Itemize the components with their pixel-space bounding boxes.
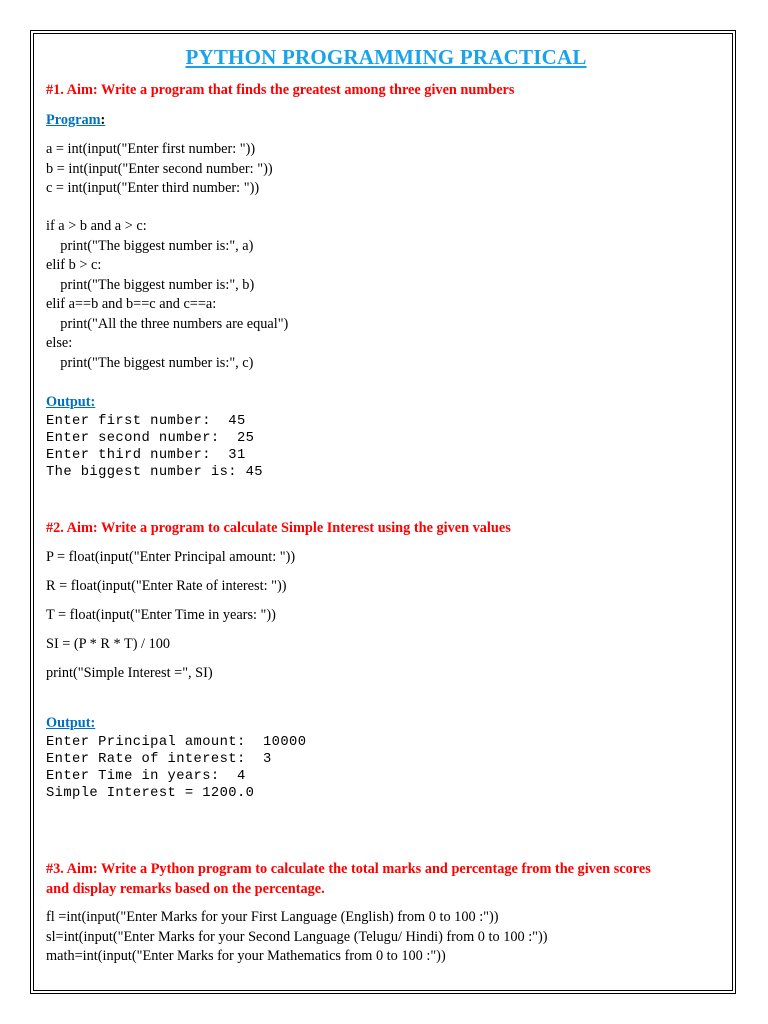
program-2-line-5: print("Simple Interest =", SI) <box>46 665 213 681</box>
output-label-2: Output: <box>46 715 96 731</box>
program-1-input-code: a = int(input("Enter first number: ")) b = int(input("Enter second number: ")) c = int(input("Enter third number: ")) <box>46 141 273 196</box>
program-label-text: Program <box>46 112 101 128</box>
aim-3-line-2: and display remarks based on the percentage. <box>46 881 325 897</box>
output-label-1: Output: <box>46 394 96 410</box>
program-2-line-2: R = float(input("Enter Rate of interest: ")) <box>46 578 287 594</box>
document-title: PYTHON PROGRAMMING PRACTICAL <box>185 45 587 69</box>
program-label-colon: : <box>100 112 106 128</box>
program-2-line-3: T = float(input("Enter Time in years: ")) <box>46 607 276 623</box>
aim-2: #2. Aim: Write a program to calculate Simple Interest using the given values <box>46 520 511 536</box>
output-2: Enter Principal amount: 10000 Enter Rate of interest: 3 Enter Time in years: 4 Simple Interest = 1200.0 <box>46 735 307 801</box>
program-2-line-4: SI = (P * R * T) / 100 <box>46 636 171 652</box>
aim-3-line-1: #3. Aim: Write a Python program to calculate the total marks and percentage from the given scores <box>46 861 651 877</box>
program-2-line-1: P = float(input("Enter Principal amount: ")) <box>46 549 296 565</box>
output-1: Enter first number: 45 Enter second number: 25 Enter third number: 31 The biggest number is: 45 <box>46 414 263 480</box>
program-3-code: fl =int(input("Enter Marks for your First Language (English) from 0 to 100 :")) sl=int(input("Enter Marks for your Second Language (Telugu/ Hindi) from 0 to 100 :")) math=int(input("Enter Marks for your Mathematics from 0 to 100 :")) <box>46 909 548 964</box>
program-label <box>46 110 105 130</box>
program-1-logic-code: if a > b and a > c: print("The biggest number is:", a) elif b > c: print("The biggest number is:", b) elif a==b and b==c and c==a: print("All the three numbers are equal") else: print("The biggest number is:", c) <box>46 218 289 371</box>
aim-1: #1. Aim: Write a program that finds the greatest among three given numbers <box>46 82 515 98</box>
